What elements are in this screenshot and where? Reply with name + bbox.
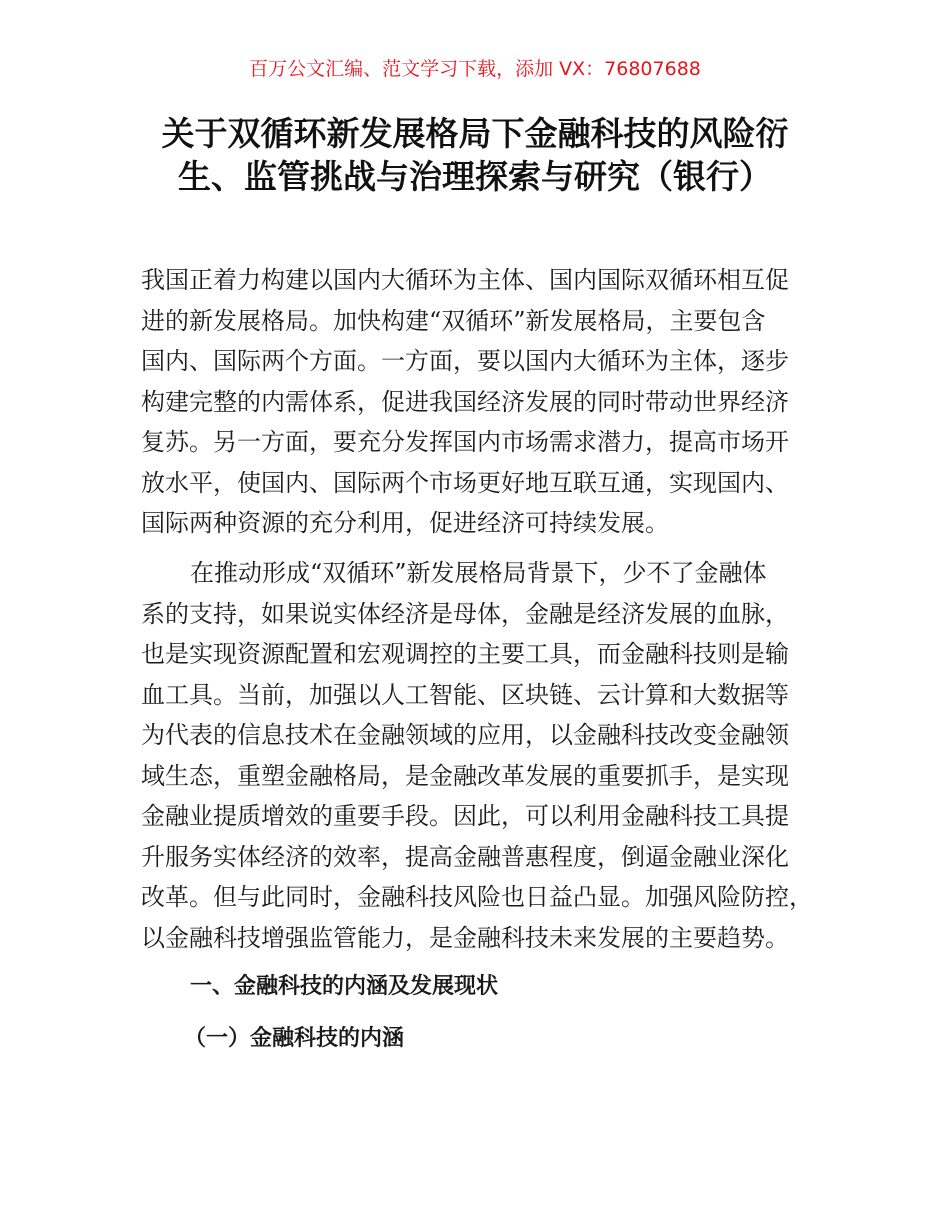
section-heading: 一、金融科技的内涵及发展现状: [190, 974, 499, 999]
paragraph-line: 在推动形成“双循环”新发展格局背景下，少不了金融体: [190, 559, 767, 587]
paragraph-line: 系的支持，如果说实体经济是母体，金融是经济发展的血脉，: [141, 599, 789, 628]
subsection-heading: （一）金融科技的内涵: [184, 1026, 405, 1051]
paragraph-line: 升服务实体经济的效率，提高金融普惠程度，倒逼金融业深化: [141, 842, 789, 871]
paragraph-line: 改革。但与此同时，金融科技风险也日益凸显。加强风险防控，: [141, 883, 813, 911]
paragraph-background: [141, 553, 831, 958]
paragraph-line: 放水平，使国内、国际两个市场更好地互联互通，实现国内、: [141, 468, 789, 497]
document-title: [110, 112, 840, 198]
paragraph-intro: [141, 260, 831, 544]
paragraph-line: 我国正着力构建以国内大循环为主体、国内国际双循环相互促: [141, 266, 789, 294]
paragraph-line: 复苏。另一方面，要充分发挥国内市场需求潜力，提高市场开: [141, 428, 789, 456]
paragraph-line: 域生态，重塑金融格局，是金融改革发展的重要抓手，是实现: [141, 761, 789, 790]
paragraph-line: 也是实现资源配置和宏观调控的主要工具，而金融科技则是输: [141, 640, 789, 668]
paragraph-line: 为代表的信息技术在金融领域的应用，以金融科技改变金融领: [141, 721, 789, 749]
paragraph-line: 构建完整的内需体系，促进我国经济发展的同时带动世界经济: [141, 387, 789, 416]
paragraph-line: 金融业提质增效的重要手段。因此，可以利用金融科技工具提: [141, 802, 789, 830]
watermark-banner: 百万公文汇编、范文学习下载，添加 VX：76807688: [249, 58, 701, 80]
paragraph-line: 进的新发展格局。加快构建“双循环”新发展格局，主要包含: [141, 306, 766, 335]
title-line: 生、监管挑战与治理探索与研究（银行）: [178, 157, 772, 196]
paragraph-line: 国际两种资源的充分利用，促进经济可持续发展。: [141, 509, 669, 537]
paragraph-line: 以金融科技增强监管能力，是金融科技未来发展的主要趋势。: [141, 923, 789, 952]
paragraph-line: 血工具。当前，加强以人工智能、区块链、云计算和大数据等: [141, 680, 789, 709]
title-line: 关于双循环新发展格局下金融科技的风险衍: [161, 114, 789, 153]
paragraph-line: 国内、国际两个方面。一方面，要以国内大循环为主体，逐步: [141, 347, 789, 375]
